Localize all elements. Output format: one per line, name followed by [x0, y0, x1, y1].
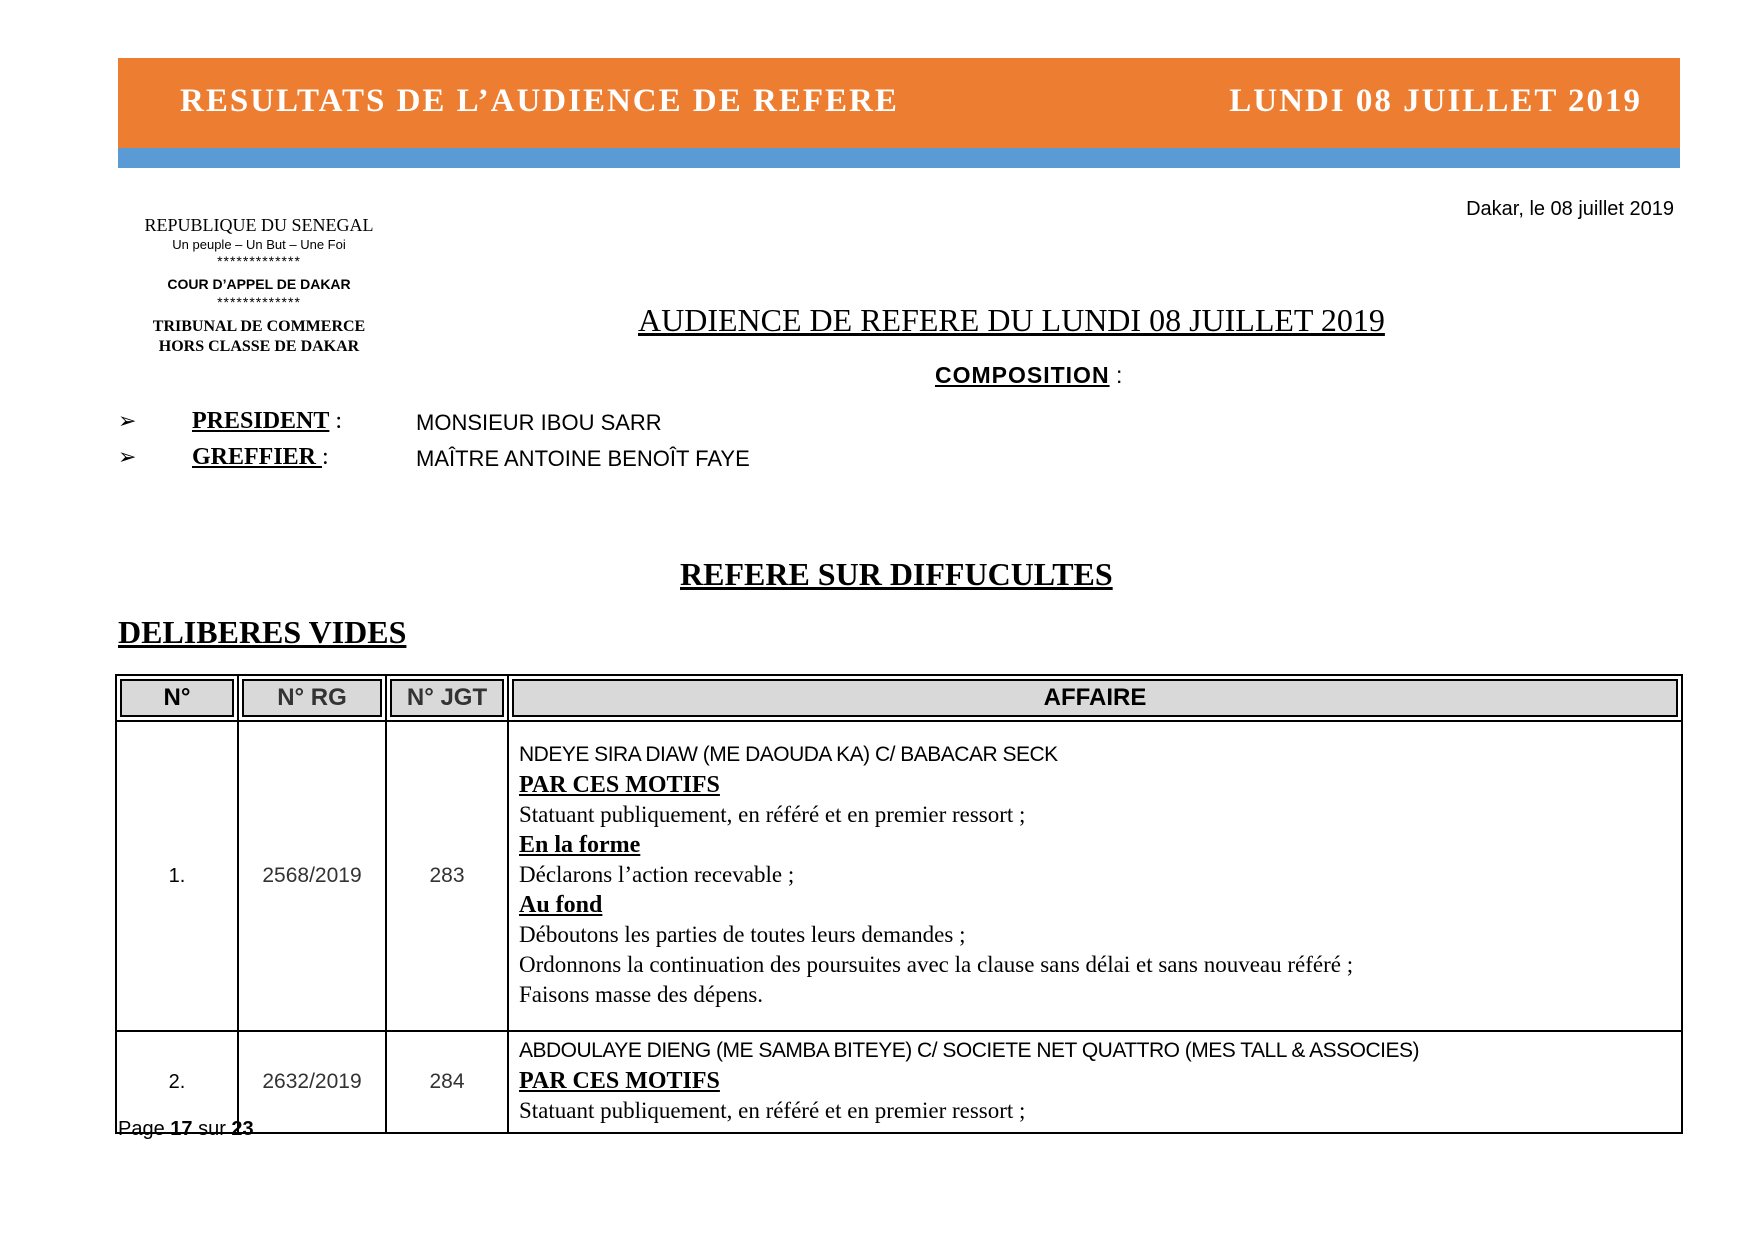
case-affaire	[508, 721, 1682, 1031]
decision-heading: En la forme	[519, 832, 641, 858]
composition-heading	[935, 362, 1122, 389]
case-number: 1.	[116, 721, 238, 1031]
case-affaire	[508, 1031, 1682, 1133]
decision-text: Ordonnons la continuation des poursuites avec la clause sans délai et sans nouveau référé ;	[519, 952, 1354, 977]
decision-text: Statuant publiquement, en référé et en premier ressort ;	[519, 1098, 1026, 1123]
staff-role	[192, 444, 329, 471]
column-header	[116, 675, 238, 721]
motto: Un peuple – Un But – Une Foi	[172, 236, 346, 252]
institution-block	[120, 214, 398, 357]
header-label: N°	[120, 679, 234, 717]
case-rg: 2568/2019	[238, 721, 386, 1031]
tribunal-name	[120, 317, 398, 357]
case-jgt: 283	[386, 721, 508, 1031]
header-banner	[118, 58, 1680, 148]
cases-table	[115, 674, 1683, 1134]
banner-stripe	[118, 148, 1680, 168]
decision-heading: PAR CES MOTIFS	[519, 1068, 720, 1094]
section-title: REFERE SUR DIFFUCULTES	[680, 556, 1113, 592]
role-label: PRESIDENT	[192, 408, 330, 434]
case-number: 2.	[116, 1031, 238, 1133]
current-page: 17	[170, 1118, 193, 1140]
staff-name: MONSIEUR IBOU SARR	[416, 410, 662, 435]
table-row	[116, 1031, 1682, 1133]
footer-middle: sur	[192, 1118, 232, 1140]
header-label: N° RG	[242, 679, 382, 717]
decision-heading: PAR CES MOTIFS	[519, 772, 720, 798]
role-sep: :	[322, 444, 329, 470]
column-header	[238, 675, 386, 721]
page-title: AUDIENCE DE REFERE DU LUNDI 08 JUILLET 2019	[638, 302, 1385, 338]
role-sep: :	[329, 408, 343, 434]
republic-name: REPUBLIQUE DU SENEGAL	[144, 215, 374, 235]
composition-label: COMPOSITION	[935, 362, 1110, 388]
separator-stars: *************	[217, 252, 301, 269]
arrow-bullet-icon: ➢	[118, 444, 137, 469]
date-line: Dakar, le 08 juillet 2019	[1466, 198, 1674, 220]
header-label: N° JGT	[390, 679, 504, 717]
tribunal-line-2: HORS CLASSE DE DAKAR	[158, 338, 360, 356]
decision-text: Faisons masse des dépens.	[519, 982, 764, 1007]
decision-heading: Au fond	[519, 892, 603, 918]
case-parties: NDEYE SIRA DIAW (ME DAOUDA KA) C/ BABACAR SECK	[519, 743, 1058, 766]
total-pages: 23	[231, 1118, 254, 1140]
footer-prefix: Page	[118, 1118, 171, 1140]
case-jgt: 284	[386, 1031, 508, 1133]
case-parties: ABDOULAYE DIENG (ME SAMBA BITEYE) C/ SOCIETE NET QUATTRO (MES TALL & ASSOCIES)	[519, 1039, 1419, 1062]
subsection-title: DELIBERES VIDES	[118, 614, 407, 650]
banner-date: LUNDI 08 JUILLET 2019	[1229, 83, 1642, 119]
separator-stars: *************	[217, 293, 301, 310]
arrow-bullet-icon: ➢	[118, 408, 137, 433]
column-header	[508, 675, 1682, 721]
header-label: AFFAIRE	[512, 679, 1678, 717]
page-footer	[118, 1118, 254, 1141]
staff-role	[192, 408, 342, 435]
staff-name: MAÎTRE ANTOINE BENOÎT FAYE	[416, 446, 750, 471]
decision-text: Statuant publiquement, en référé et en premier ressort ;	[519, 802, 1026, 827]
composition-suffix: :	[1109, 362, 1123, 388]
table-row	[116, 721, 1682, 1031]
column-header	[386, 675, 508, 721]
tribunal-line-1: TRIBUNAL DE COMMERCE	[152, 318, 366, 336]
decision-text: Déclarons l’action recevable ;	[519, 862, 795, 887]
banner-title: RESULTATS DE L’AUDIENCE DE REFERE	[180, 83, 899, 119]
table-header-row	[116, 675, 1682, 721]
court-name: COUR D’APPEL DE DAKAR	[167, 276, 351, 293]
decision-text: Déboutons les parties de toutes leurs demandes ;	[519, 922, 966, 947]
role-label: GREFFIER	[192, 444, 323, 470]
case-rg: 2632/2019	[238, 1031, 386, 1133]
